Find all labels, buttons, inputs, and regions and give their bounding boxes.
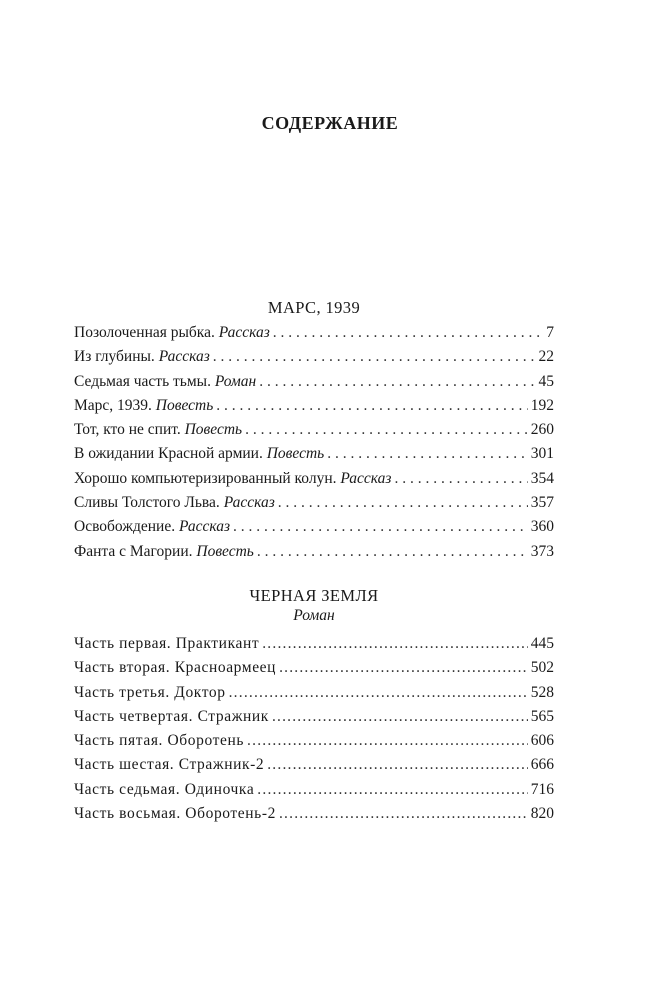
toc-entry-title (74, 515, 230, 539)
dot-leader (327, 442, 528, 466)
entry-genre: Повесть (196, 542, 254, 560)
dot-leader (213, 345, 536, 369)
entry-genre: Рассказ (223, 494, 275, 512)
dot-leader (278, 491, 528, 515)
section-mars-1939 (74, 297, 554, 564)
toc-list (74, 321, 554, 564)
entry-genre: Повесть (266, 445, 325, 463)
entry-genre: Рассказ (158, 348, 210, 366)
page-number: 22 (538, 348, 554, 366)
entry-title-text: Фанта с Магории. (74, 542, 193, 560)
entry-genre: Роман (214, 372, 257, 390)
toc-entry (74, 442, 554, 466)
dot-leader (233, 515, 528, 539)
toc-entry-title (74, 753, 264, 777)
page-number: 666 (530, 756, 554, 774)
toc-entry-title (74, 802, 276, 826)
entry-title-text: Часть шестая. Стражник-2 (74, 756, 265, 774)
dot-leader (257, 778, 527, 802)
section-heading: МАРС, 1939 (267, 298, 361, 317)
toc-entry (74, 345, 554, 369)
toc-entry (74, 656, 554, 680)
toc-entry-title (74, 681, 226, 705)
entry-title-text: Хорошо компьютеризированный колун. (74, 469, 337, 487)
entry-title-text: Позолоченная рыбка. (74, 324, 215, 341)
page-number: 192 (530, 396, 554, 414)
entry-genre: Рассказ (178, 518, 231, 536)
page-number: 301 (530, 445, 554, 463)
dot-leader (267, 753, 528, 777)
page-number: 357 (530, 494, 554, 512)
toc-list (74, 632, 554, 826)
toc-entry (74, 778, 554, 802)
toc-entry (74, 729, 554, 753)
section-black-earth (74, 585, 554, 826)
toc-entry-title (74, 442, 324, 466)
dot-leader (394, 467, 527, 491)
section-heading: ЧЕРНАЯ ЗЕМЛЯ (249, 586, 379, 605)
toc-entry-title (74, 656, 276, 680)
dot-leader (216, 394, 527, 418)
page-number: 528 (530, 683, 554, 701)
toc-entry-title (74, 778, 254, 802)
toc-entry (74, 753, 554, 777)
entry-title-text: Сливы Толстого Льва. (74, 494, 220, 512)
entry-title-text: Освобождение. (74, 518, 176, 536)
toc-entry (74, 632, 554, 656)
page-number: 565 (530, 707, 554, 725)
toc-entry-title (74, 467, 391, 491)
toc-entry (74, 515, 554, 539)
dot-leader (257, 540, 528, 564)
dot-leader (279, 802, 528, 826)
toc-entry (74, 394, 554, 418)
page-number: 716 (530, 780, 554, 798)
toc-entry-title (74, 345, 210, 369)
toc-entry-title (74, 418, 242, 442)
page-number: 354 (530, 469, 554, 487)
toc-entry-title (74, 321, 270, 345)
page-number: 373 (530, 542, 554, 560)
toc-entry-title (74, 729, 244, 753)
toc-entry-title (74, 370, 256, 394)
entry-title-text: Часть седьмая. Одиночка (74, 780, 255, 798)
entry-genre: Рассказ (340, 469, 392, 487)
entry-title-text: Часть четвертая. Стражник (74, 707, 269, 725)
dot-leader (245, 418, 528, 442)
entry-title-text: Тот, кто не спит. (74, 421, 181, 439)
toc-entry-title (74, 632, 259, 656)
entry-genre: Рассказ (218, 324, 270, 341)
toc-entry (74, 321, 554, 345)
entry-title-text: Из глубины. (74, 348, 155, 366)
toc-entry (74, 467, 554, 491)
entry-genre: Повесть (184, 421, 243, 439)
toc-entry-title (74, 705, 269, 729)
dot-leader (259, 370, 535, 394)
entry-title-text: Марс, 1939. (74, 396, 152, 414)
page-title: СОДЕРЖАНИЕ (261, 113, 399, 133)
page-number: 45 (538, 372, 554, 390)
dot-leader (262, 632, 528, 656)
entry-title-text: Часть третья. Доктор (74, 683, 226, 701)
toc-entry (74, 705, 554, 729)
page-number: 820 (530, 805, 554, 823)
entry-title-text: Часть первая. Практикант (74, 635, 260, 652)
dot-leader (279, 656, 528, 680)
toc-entry (74, 370, 554, 394)
page-number: 360 (530, 518, 554, 536)
dot-leader (273, 321, 543, 345)
toc-entry (74, 802, 554, 826)
dot-leader (272, 705, 528, 729)
entry-title-text: Седьмая часть тьмы. (74, 372, 211, 390)
section-subheading: Роман (293, 607, 335, 624)
entry-title-text: Часть восьмая. Оборотень-2 (74, 805, 276, 823)
entry-title-text: Часть вторая. Красноармеец (74, 659, 277, 677)
page-number: 260 (530, 421, 554, 439)
toc-entry (74, 491, 554, 515)
entry-genre: Повесть (155, 396, 214, 414)
entry-title-text: Часть пятая. Оборотень (74, 732, 245, 750)
toc-entry-title (74, 540, 254, 564)
toc-entry (74, 418, 554, 442)
page-number: 502 (530, 659, 554, 677)
dot-leader (229, 681, 528, 705)
page-number: 7 (546, 324, 554, 341)
entry-title-text: В ожидании Красной армии. (74, 445, 263, 463)
dot-leader (247, 729, 528, 753)
toc-entry (74, 681, 554, 705)
toc-entry-title (74, 394, 213, 418)
toc-entry (74, 540, 554, 564)
page-number: 445 (530, 635, 554, 652)
page-number: 606 (530, 732, 554, 750)
toc-entry-title (74, 491, 275, 515)
